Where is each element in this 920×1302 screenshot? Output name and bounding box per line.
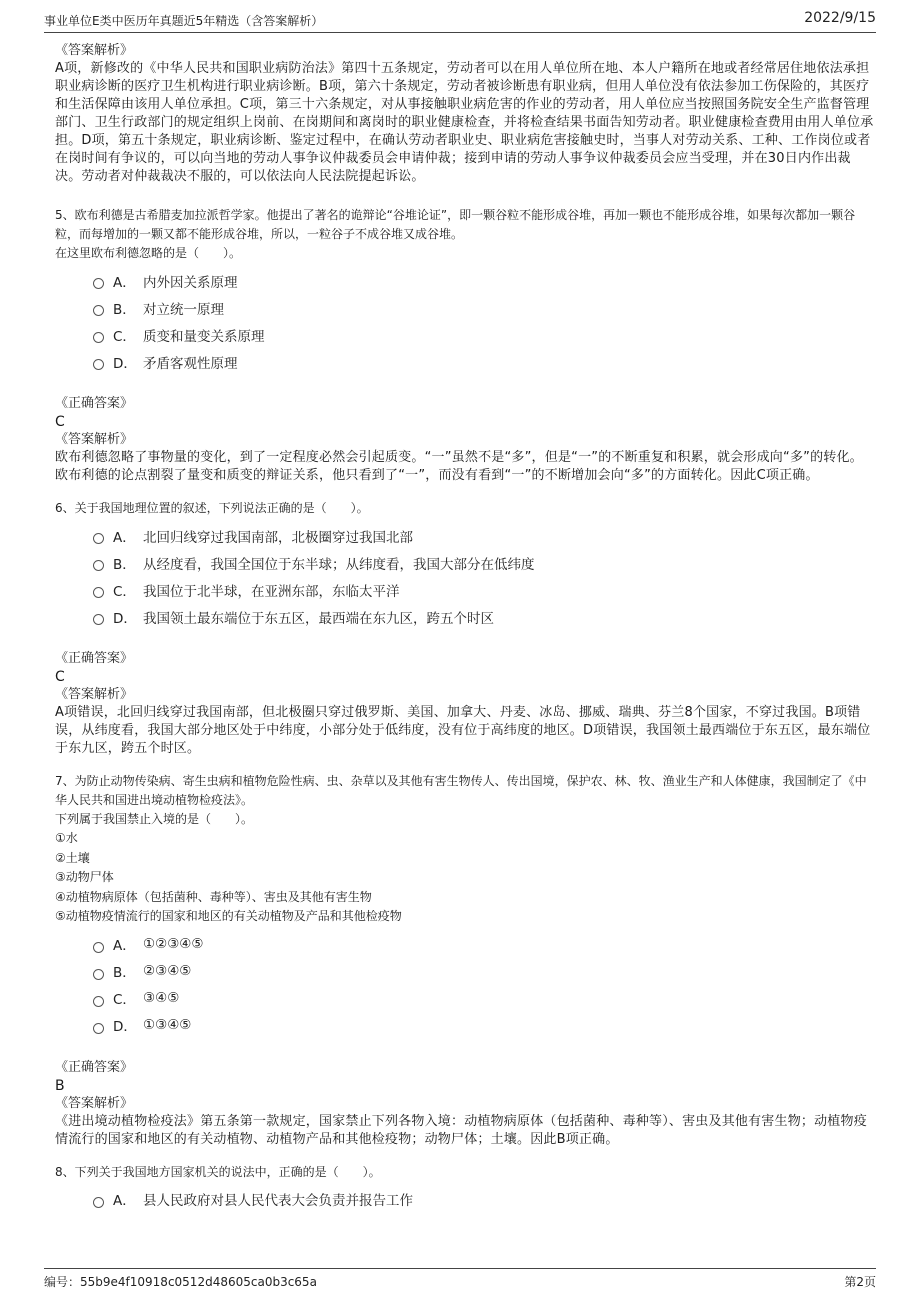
radio-button-icon[interactable]: [93, 969, 104, 980]
question-6-option-c[interactable]: C． 我国位于北半球，在亚洲东部，东临太平洋: [93, 576, 875, 603]
question-7-prompt: 下列属于我国禁止入境的是（ ）。: [55, 812, 254, 826]
question-5-option-d[interactable]: D． 矛盾客观性原理: [93, 348, 875, 375]
correct-answer-label: 《正确答案》: [55, 1059, 134, 1075]
page-footer: [44, 1268, 876, 1293]
question-7-stem: 7、为防止动物传染病、寄生虫病和植物危险性病、虫、杂草以及其他有害生物传人、传出国境，保护农、林、牧、渔业生产和人体健康，我国制定了《中华人民共和国进出境动植物检疫法》。: [55, 774, 867, 807]
question-6-answer: C: [55, 669, 65, 685]
question-5-answer: C: [55, 414, 65, 430]
question-6: [55, 499, 875, 758]
question-6-options: [93, 522, 875, 630]
radio-button-icon[interactable]: [93, 332, 104, 343]
question-8-option-a[interactable]: A． 县人民政府对县人民代表大会负责并报告工作: [93, 1186, 875, 1213]
analysis-label: 《答案解析》: [55, 43, 134, 58]
question-5-prompt: 在这里欧布利德忽略的是（ ）。: [55, 246, 242, 260]
question-7-analysis: 《进出境动植物检疫法》第五条第一款规定，国家禁止下列各物入境：动植物病原体（包括菌种、毒种等）、害虫及其他有害生物；动植物疫情流行的国家和地区的有关动植物、动植物产品和其他检疫物；动物尸体；土壤。因此B项正确。: [55, 1113, 867, 1147]
question-8: [55, 1163, 875, 1213]
question-7-answer: B: [55, 1077, 65, 1094]
question-5-option-b[interactable]: B． 对立统一原理: [93, 294, 875, 321]
analysis-label: 《答案解析》: [55, 1095, 134, 1111]
question-7-item: ⑤动植物疫情流行的国家和地区的有关动植物及产品和其他检疫物: [55, 909, 402, 923]
question-5-option-a[interactable]: A． 内外因关系原理: [93, 267, 875, 294]
question-5-options: [93, 267, 875, 375]
radio-button-icon[interactable]: [93, 587, 104, 598]
question-6-analysis: A项错误，北回归线穿过我国南部，但北极圈只穿过俄罗斯、美国、加拿大、丹麦、冰岛、挪威、瑞典、芬兰8个国家，不穿过我国。B项错误，从纬度看，我国大部分地区处于中纬度，小部分处于低纬度，没有位于高纬度的地区。D项错误，我国领土最西端位于东五区，最东端位于东九区，跨五个时区。: [55, 705, 871, 756]
question-5-analysis: 欧布利德忽略了事物量的变化，到了一定程度必然会引起质变。“一”虽然不是“多”，但是“一”的不断重复和积累，就会形成向“多”的转化。欧布利德的论点割裂了量变和质变的辩证关系，他只看到了“一”，而没有看到“一”的不断增加会向“多”的方面转化。因此C项正确。: [55, 450, 863, 483]
question-7-option-c[interactable]: C． ③④⑤: [93, 985, 875, 1012]
question-7-item: ①水: [55, 831, 78, 845]
document-code: 编号：55b9e4f10918c0512d48605ca0b3c65a: [44, 1275, 317, 1289]
page-content: [55, 42, 875, 1213]
prev-analysis-text: A项，新修改的《中华人民共和国职业病防治法》第四十五条规定，劳动者可以在用人单位所在地、本人户籍所在地或者经常居住地依法承担职业病诊断的医疗卫生机构进行职业病诊断。B项，第六十条规定，劳动者被诊断患有职业病，但用人单位没有依法参加工伤保险的，其医疗和生活保障由该用人单位承担。C项，第三十六条规定，对从事接触职业病危害的作业的劳动者，用人单位应当按照国务院安全生产监督管理部门、卫生行政部门的规定组织上岗前、在岗期间和离岗时的职业健康检查，并将检查结果书面告知劳动者。职业健康检查费用由用人单位承担。D项，第五十条规定，职业病诊断、鉴定过程中，在确认劳动者职业史、职业病危害接触史时，当事人对劳动关系、工种、工作岗位或者在岗时间有争议的，可以向当地的劳动人事争议仲裁委员会申请仲裁；接到申请的劳动人事争议仲裁委员会应当受理，并在30日内作出裁决。劳动者对仲裁裁决不服的，可以依法向人民法院提起诉讼。: [55, 61, 874, 184]
question-7-item: ④动植物病原体（包括菌种、毒种等）、害虫及其他有害生物: [55, 889, 372, 904]
question-5: [55, 206, 875, 485]
question-6-option-b[interactable]: B． 从经度看，我国全国位于东半球；从纬度看，我国大部分在低纬度: [93, 549, 875, 576]
radio-button-icon[interactable]: [93, 359, 104, 370]
radio-button-icon[interactable]: [93, 305, 104, 316]
radio-button-icon[interactable]: [93, 1023, 104, 1034]
question-7-option-d[interactable]: D． ①③④⑤: [93, 1012, 875, 1039]
question-8-stem: 8、下列关于我国地方国家机关的说法中，正确的是（ ）。: [55, 1164, 381, 1179]
radio-button-icon[interactable]: [93, 614, 104, 625]
correct-answer-label: 《正确答案》: [55, 396, 134, 411]
question-5-option-c[interactable]: C． 质变和量变关系原理: [93, 321, 875, 348]
question-6-stem: 6、关于我国地理位置的叙述，下列说法正确的是（ ）。: [55, 501, 369, 515]
question-7-item: ②土壤: [55, 850, 90, 865]
radio-button-icon[interactable]: [93, 1197, 104, 1208]
question-8-options: [93, 1186, 875, 1213]
document-date: 2022/9/15: [804, 10, 876, 26]
radio-button-icon[interactable]: [93, 533, 104, 544]
analysis-label: 《答案解析》: [55, 687, 134, 702]
page-number: 第2页: [844, 1275, 876, 1289]
question-6-option-a[interactable]: A． 北回归线穿过我国南部，北极圈穿过我国北部: [93, 522, 875, 549]
question-7: [55, 772, 875, 1149]
document-title: 事业单位E类中医历年真题近5年精选（含答案解析）: [44, 14, 324, 28]
correct-answer-label: 《正确答案》: [55, 651, 134, 666]
question-7-item: ③动物尸体: [55, 870, 114, 884]
radio-button-icon[interactable]: [93, 996, 104, 1007]
question-5-stem: 5、欧布利德是古希腊麦加拉派哲学家。他提出了著名的诡辩论“谷堆论证”，即一颗谷粒不能形成谷堆，再加一颗也不能形成谷堆，如果每次都加一颗谷粒，而每增加的一颗又都不能形成谷堆，所以，一粒谷子不成谷堆又成谷堆。: [55, 208, 856, 241]
page-header: [44, 10, 876, 33]
radio-button-icon[interactable]: [93, 942, 104, 953]
question-7-options: [93, 931, 875, 1039]
radio-button-icon[interactable]: [93, 278, 104, 289]
analysis-label: 《答案解析》: [55, 432, 134, 447]
question-6-option-d[interactable]: D． 我国领土最东端位于东五区，最西端在东九区，跨五个时区: [93, 603, 875, 630]
question-7-option-b[interactable]: B． ②③④⑤: [93, 958, 875, 985]
radio-button-icon[interactable]: [93, 560, 104, 571]
question-7-option-a[interactable]: A． ①②③④⑤: [93, 931, 875, 958]
